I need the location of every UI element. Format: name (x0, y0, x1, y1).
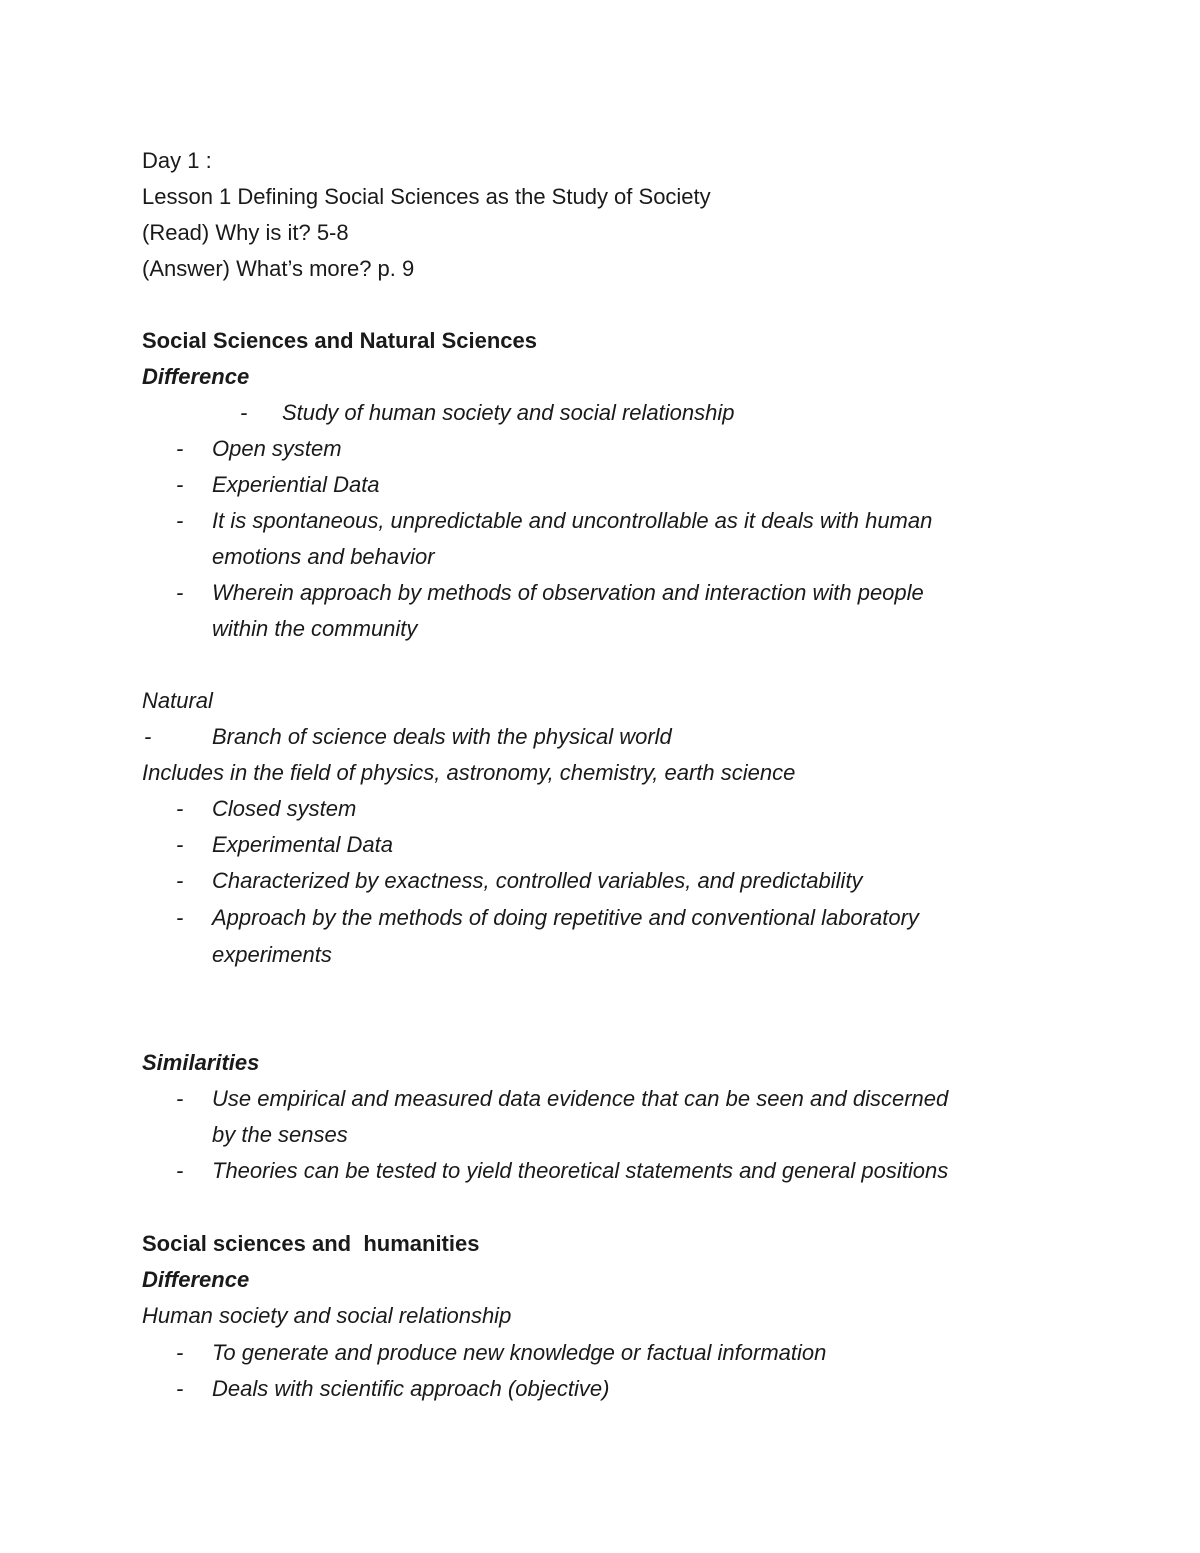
list-item: Experiential Data (212, 472, 380, 497)
list-item-continuation: within the community (212, 616, 418, 641)
list-item: Approach by the methods of doing repetitive and conventional laboratory (212, 905, 919, 930)
list-item: Wherein approach by methods of observation and interaction with people (212, 580, 924, 605)
similarities-label: Similarities (142, 1050, 260, 1075)
natural-label: Natural (142, 688, 213, 713)
list-item: It is spontaneous, unpredictable and uncontrollable as it deals with human (212, 508, 933, 533)
bullet-dash: - (176, 472, 184, 497)
bullet-dash: - (176, 832, 184, 857)
list-item: Theories can be tested to yield theoretical statements and general positions (212, 1158, 949, 1183)
list-item: Open system (212, 436, 342, 461)
list-item: Deals with scientific approach (objective) (212, 1376, 610, 1401)
bullet-dash: - (176, 1340, 184, 1365)
list-item: Experimental Data (212, 832, 393, 857)
list-item-continuation: experiments (212, 942, 332, 967)
list-item: Branch of science deals with the physical world (212, 724, 672, 749)
list-item: Closed system (212, 796, 357, 821)
read-assignment: (Read) Why is it? 5-8 (142, 220, 349, 245)
bullet-dash: - (176, 1158, 184, 1183)
list-item: Characterized by exactness, controlled variables, and predictability (212, 868, 863, 893)
bullet-dash: - (176, 1376, 184, 1401)
bullet-dash: - (176, 580, 184, 605)
difference-label: Difference (142, 364, 250, 389)
list-item-continuation: emotions and behavior (212, 544, 435, 569)
natural-includes: Includes in the field of physics, astronomy, chemistry, earth science (142, 760, 796, 785)
section-title: Social Sciences and Natural Sciences (142, 328, 537, 353)
bullet-dash: - (176, 1086, 184, 1111)
answer-assignment: (Answer) What’s more? p. 9 (142, 256, 415, 281)
bullet-dash: - (144, 724, 152, 749)
list-item: Use empirical and measured data evidence that can be seen and discerned (212, 1086, 949, 1111)
difference-label: Difference (142, 1267, 250, 1292)
bullet-dash: - (176, 905, 184, 930)
bullet-dash: - (176, 796, 184, 821)
bullet-dash: - (176, 508, 184, 533)
lesson-title: Lesson 1 Defining Social Sciences as the Study of Society (142, 184, 711, 209)
list-item: Study of human society and social relationship (282, 400, 735, 425)
list-item-continuation: by the senses (212, 1122, 348, 1147)
section-title: Social sciences and humanities (142, 1231, 480, 1256)
day-heading: Day 1 : (142, 148, 212, 173)
section-intro: Human society and social relationship (142, 1303, 512, 1328)
bullet-dash: - (176, 436, 184, 461)
bullet-dash: - (240, 400, 248, 425)
list-item: To generate and produce new knowledge or factual information (212, 1340, 827, 1365)
bullet-dash: - (176, 868, 184, 893)
